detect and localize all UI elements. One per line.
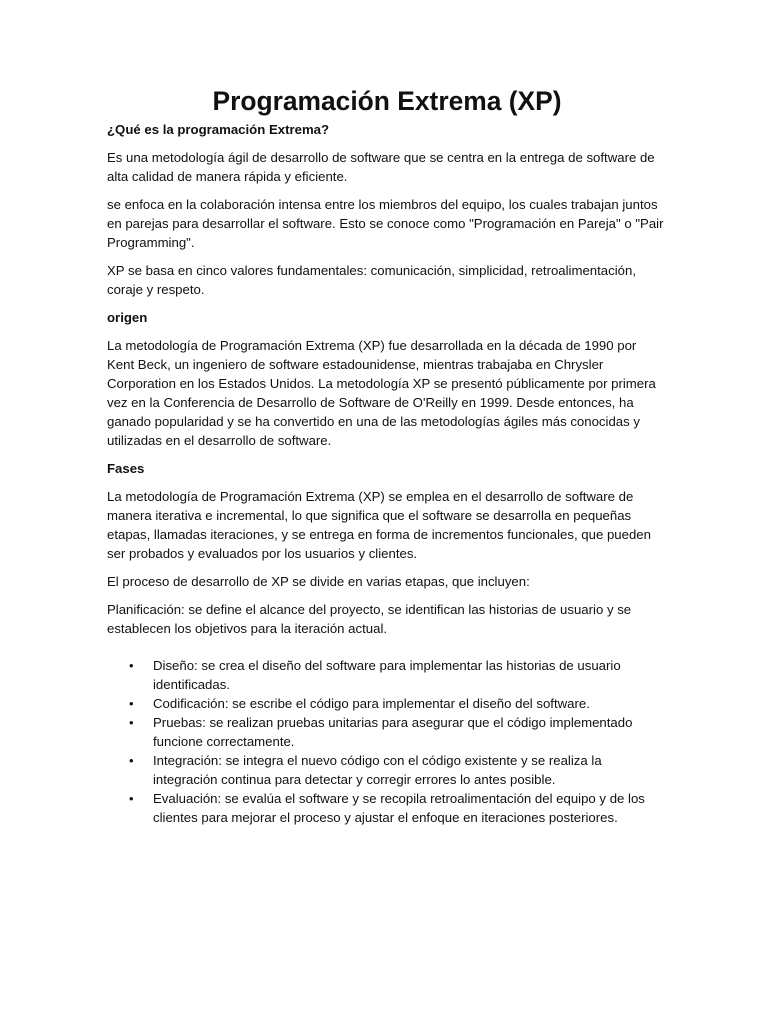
list-item-text: Integración: se integra el nuevo código con el código existente y se realiza la integración continua para detectar y corregir errores lo antes posible. [153,753,602,787]
list-item-testing [107,713,667,751]
section-heading-phases: Fases [107,461,145,476]
bullet-icon: • [129,791,134,806]
list-item-text: Evaluación: se evalúa el software y se recopila retroalimentación del equipo y de los clientes para mejorar el proceso y ajustar el enfoque en iteraciones posteriores. [153,791,645,825]
bullet-icon: • [129,715,134,730]
bullet-icon: • [129,753,134,768]
list-item-design [107,656,667,694]
paragraph-planning: Planificación: se define el alcance del proyecto, se identifican las historias de usuario y se establecen los objetivos para la iteración actual. [107,602,632,636]
list-item-integration [107,751,667,789]
section-heading-origin: origen [107,310,148,325]
bullet-icon: • [129,696,134,711]
paragraph-definition: Es una metodología ágil de desarrollo de software que se centra en la entrega de software de alta calidad de manera rápida y eficiente. [107,150,655,184]
list-item-evaluation [107,789,667,827]
stages-list [107,656,667,827]
document-title: Programación Extrema (XP) [212,86,562,116]
paragraph-origin: La metodología de Programación Extrema (XP) fue desarrollada en la década de 1990 por Kent Beck, un ingeniero de software estadounidense, mientras trabajaba en Chrysler Corporation en los Estados Unidos. La metodología XP se presentó públicamente por primera vez en la Conferencia de Desarrollo de Software de O'Reilly en 1999. Desde entonces, ha ganado popularidad y se ha convertido en una de las metodologías ágiles más conocidas y utilizadas en el desarrollo de software. [107,338,656,448]
paragraph-process-intro: El proceso de desarrollo de XP se divide en varias etapas, que incluyen: [107,574,530,589]
list-item-text: Codificación: se escribe el código para implementar el diseño del software. [153,696,590,711]
paragraph-values: XP se basa en cinco valores fundamentales: comunicación, simplicidad, retroalimentación, coraje y respeto. [107,263,637,297]
paragraph-iterative: La metodología de Programación Extrema (XP) se emplea en el desarrollo de software de manera iterativa e incremental, lo que significa que el software se desarrolla en pequeñas etapas, llamadas iteraciones, y se entrega en forma de incrementos funcionales, que pueden ser probados y evaluados por los usuarios y clientes. [107,489,651,561]
list-item-text: Diseño: se crea el diseño del software para implementar las historias de usuario identificadas. [153,658,621,692]
document-body [107,86,667,827]
list-item-coding [107,694,667,713]
list-item-text: Pruebas: se realizan pruebas unitarias para asegurar que el código implementado funcione correctamente. [153,715,633,749]
bullet-icon: • [129,658,134,673]
paragraph-collaboration: se enfoca en la colaboración intensa entre los miembros del equipo, los cuales trabajan juntos en parejas para desarrollar el software. Esto se conoce como "Programación en Pareja" o "Pair Programming". [107,197,664,250]
section-heading-what-is: ¿Qué es la programación Extrema? [107,122,330,137]
